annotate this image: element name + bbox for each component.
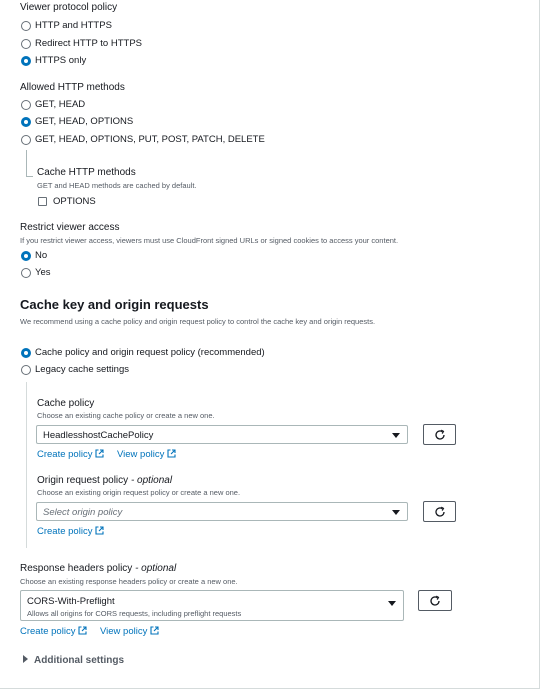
response-headers-policy-label-text: Response headers policy — [20, 563, 133, 574]
additional-settings-label: Additional settings — [34, 655, 124, 666]
optional-suffix: - optional — [135, 563, 177, 574]
cache-policy-create-link[interactable] — [37, 449, 104, 460]
radio-cache-policy-recommended[interactable] — [21, 348, 31, 358]
external-link-icon — [95, 449, 104, 458]
external-link-icon — [167, 449, 176, 458]
external-link-icon — [78, 626, 87, 635]
option-restrict-no[interactable]: No — [35, 250, 48, 261]
option-http-and-https[interactable]: HTTP and HTTPS — [35, 20, 112, 31]
radio-redirect-http[interactable] — [21, 39, 31, 49]
origin-request-policy-label-text: Origin request policy — [37, 475, 129, 486]
caret-down-icon — [392, 433, 400, 438]
external-link-icon — [150, 626, 159, 635]
restrict-access-description: If you restrict viewer access, viewers must use CloudFront signed URLs or signed cookies to access your content. — [20, 236, 399, 245]
options-checkbox-label[interactable]: OPTIONS — [53, 196, 96, 207]
radio-restrict-yes[interactable] — [21, 268, 31, 278]
origin-request-policy-label — [37, 475, 172, 486]
view-policy-text: View policy — [100, 626, 148, 637]
radio-restrict-no[interactable] — [21, 251, 31, 261]
response-headers-view-link[interactable] — [100, 626, 159, 637]
origin-policy-create-link[interactable] — [37, 526, 104, 537]
radio-all-methods[interactable] — [21, 135, 31, 145]
tree-connector-vertical — [26, 150, 27, 176]
cache-policy-value: HeadlesshostCachePolicy — [43, 430, 154, 441]
response-headers-policy-value-description: Allows all origins for CORS requests, including preflight requests — [27, 609, 242, 618]
option-get-head[interactable]: GET, HEAD — [35, 99, 86, 110]
response-headers-policy-label — [20, 563, 176, 574]
response-headers-policy-select[interactable] — [20, 590, 404, 621]
option-restrict-yes[interactable]: Yes — [35, 267, 51, 278]
cache-policy-refresh-button[interactable] — [423, 424, 456, 445]
radio-http-and-https[interactable] — [21, 21, 31, 31]
nested-section-border — [26, 382, 27, 548]
refresh-icon — [434, 429, 446, 441]
tree-connector-horizontal — [26, 176, 33, 177]
options-checkbox[interactable] — [38, 197, 47, 206]
cache-policy-description: Choose an existing cache policy or create a new one. — [37, 411, 215, 420]
response-headers-policy-value: CORS-With-Preflight — [27, 596, 115, 607]
option-cache-policy-recommended[interactable]: Cache policy and origin request policy (recommended) — [35, 347, 265, 358]
caret-down-icon — [392, 510, 400, 515]
refresh-icon — [429, 595, 441, 607]
optional-suffix: - optional — [130, 475, 173, 486]
cache-policy-label: Cache policy — [37, 398, 95, 409]
caret-down-icon — [388, 601, 396, 606]
cache-policy-select[interactable] — [36, 425, 408, 444]
origin-request-policy-select[interactable] — [36, 502, 408, 521]
origin-policy-refresh-button[interactable] — [423, 501, 456, 522]
allowed-methods-label: Allowed HTTP methods — [20, 82, 125, 93]
caret-right-icon — [23, 655, 28, 663]
cache-methods-description: GET and HEAD methods are cached by default. — [37, 181, 197, 190]
create-policy-text: Create policy — [37, 526, 93, 537]
cache-key-section-title: Cache key and origin requests — [20, 297, 209, 312]
option-redirect-http[interactable]: Redirect HTTP to HTTPS — [35, 38, 142, 49]
origin-request-policy-placeholder: Select origin policy — [43, 507, 123, 518]
radio-https-only[interactable] — [21, 56, 31, 66]
response-headers-refresh-button[interactable] — [418, 590, 452, 611]
additional-settings-toggle[interactable] — [23, 655, 124, 666]
radio-get-head[interactable] — [21, 100, 31, 110]
response-headers-create-link[interactable] — [20, 626, 87, 637]
option-all-methods[interactable]: GET, HEAD, OPTIONS, PUT, POST, PATCH, DELETE — [35, 134, 265, 145]
option-https-only[interactable]: HTTPS only — [35, 55, 87, 66]
viewer-protocol-label: Viewer protocol policy — [20, 2, 118, 13]
create-policy-text: Create policy — [20, 626, 76, 637]
cache-methods-label: Cache HTTP methods — [37, 167, 136, 178]
restrict-access-label: Restrict viewer access — [20, 222, 120, 233]
refresh-icon — [434, 506, 446, 518]
option-legacy-cache[interactable]: Legacy cache settings — [35, 364, 130, 375]
origin-request-policy-description: Choose an existing origin request policy or create a new one. — [37, 488, 241, 497]
external-link-icon — [95, 526, 104, 535]
cache-policy-view-link[interactable] — [117, 449, 176, 460]
option-get-head-options[interactable]: GET, HEAD, OPTIONS — [35, 116, 134, 127]
cache-key-description: We recommend using a cache policy and origin request policy to control the cache key and origin requests. — [20, 317, 376, 326]
radio-get-head-options[interactable] — [21, 117, 31, 127]
response-headers-policy-description: Choose an existing response headers policy or create a new one. — [20, 577, 238, 586]
radio-legacy-cache[interactable] — [21, 365, 31, 375]
view-policy-text: View policy — [117, 449, 165, 460]
create-policy-text: Create policy — [37, 449, 93, 460]
